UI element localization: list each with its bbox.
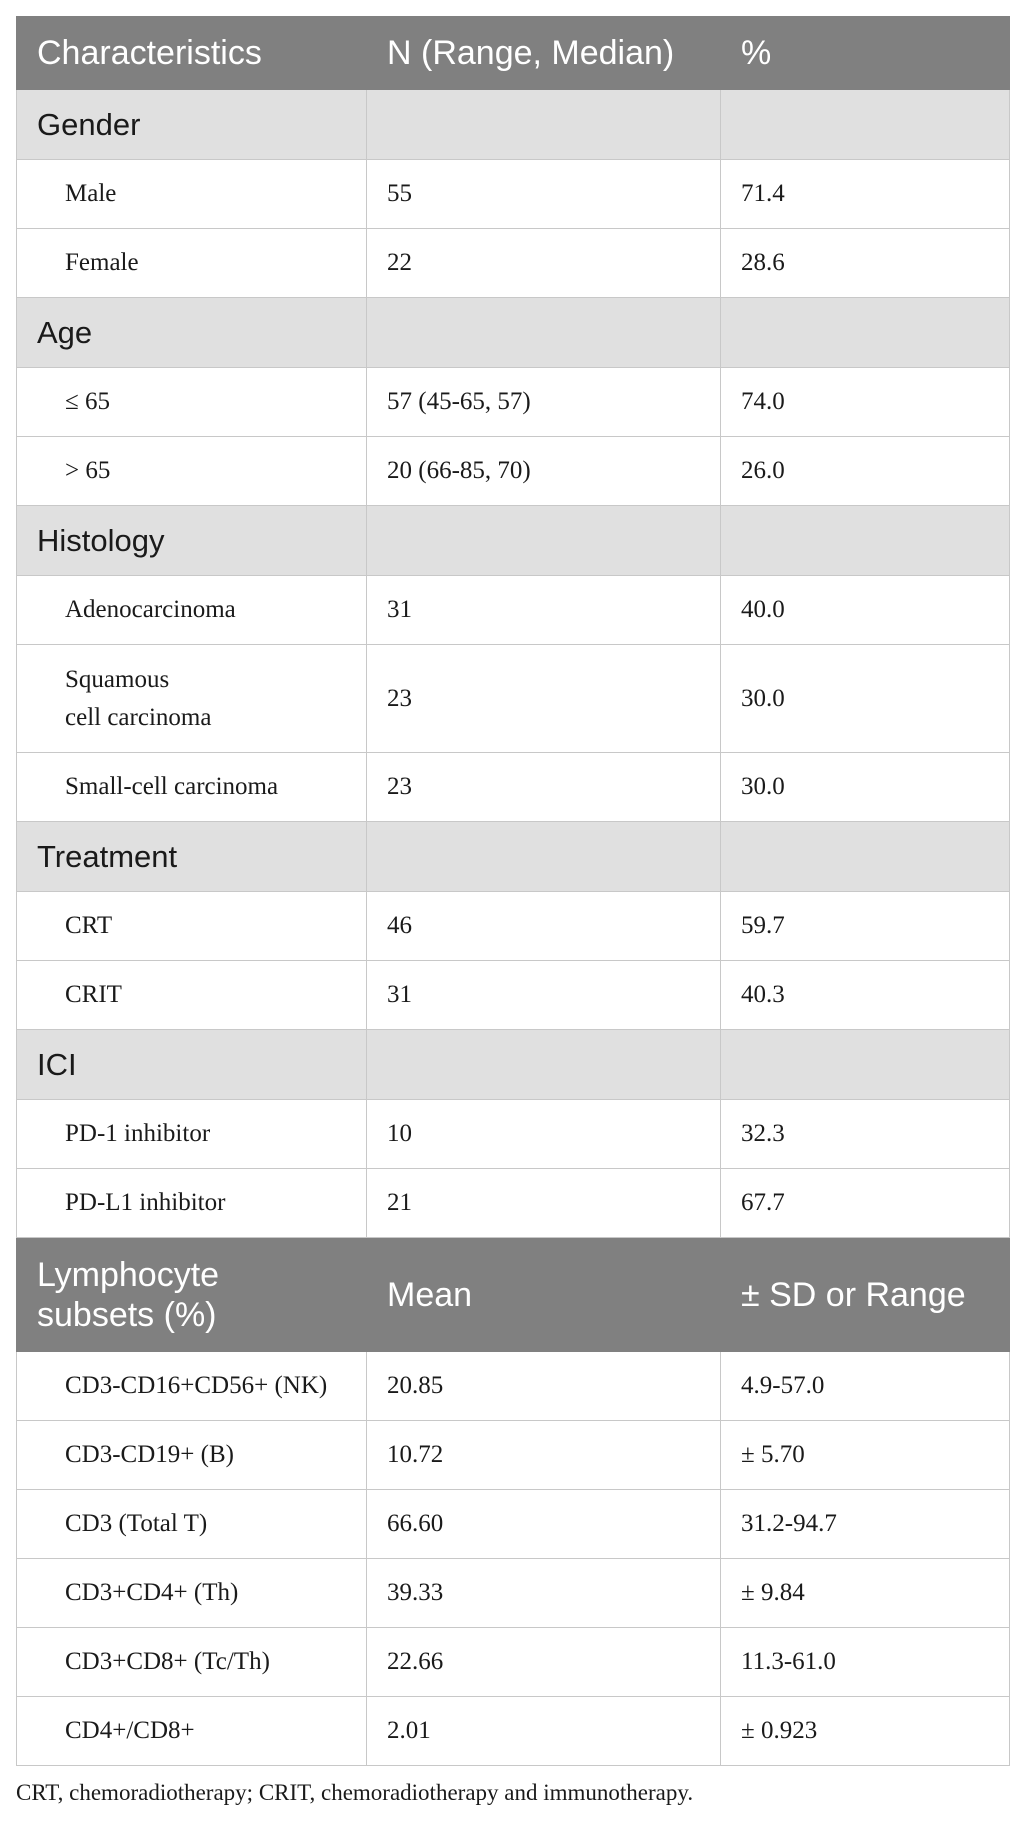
section-title: Gender [17, 90, 367, 160]
row-n: 57 (45-65, 57) [367, 368, 721, 437]
row-pct: 26.0 [721, 437, 1010, 506]
section-row-gender [17, 90, 1010, 160]
table-row [17, 368, 1010, 437]
row-label: Small-cell carcinoma [17, 753, 367, 822]
row-label: Adenocarcinoma [17, 576, 367, 645]
header-lymphocyte-line-2: subsets (%) [37, 1295, 217, 1334]
row-pct: 32.3 [721, 1100, 1010, 1169]
table-row [17, 961, 1010, 1030]
row-mean: 22.66 [367, 1628, 721, 1697]
row-label: > 65 [17, 437, 367, 506]
row-n: 23 [367, 645, 721, 753]
row-label: CD3+CD8+ (Tc/Th) [17, 1628, 367, 1697]
row-mean: 20.85 [367, 1352, 721, 1421]
row-pct: 30.0 [721, 645, 1010, 753]
row-label: ≤ 65 [17, 368, 367, 437]
row-n: 10 [367, 1100, 721, 1169]
table-row [17, 645, 1010, 753]
section-row-treatment [17, 822, 1010, 892]
row-label: CRT [17, 892, 367, 961]
header-characteristics: Characteristics [17, 17, 367, 90]
row-n: 31 [367, 576, 721, 645]
row-label: CD3 (Total T) [17, 1490, 367, 1559]
row-label: CD3-CD19+ (B) [17, 1421, 367, 1490]
table-row [17, 229, 1010, 298]
header-n-range-median: N (Range, Median) [367, 17, 721, 90]
table-row [17, 1100, 1010, 1169]
row-label: PD-1 inhibitor [17, 1100, 367, 1169]
table-row [17, 576, 1010, 645]
row-label: PD-L1 inhibitor [17, 1169, 367, 1238]
table-row [17, 1421, 1010, 1490]
header-sd-or-range: ± SD or Range [721, 1238, 1010, 1352]
section-title: ICI [17, 1030, 367, 1100]
row-sd: ± 5.70 [721, 1421, 1010, 1490]
table-row [17, 160, 1010, 229]
row-pct: 71.4 [721, 160, 1010, 229]
table-row [17, 1697, 1010, 1766]
lymphocyte-header-row [17, 1238, 1010, 1352]
row-pct: 59.7 [721, 892, 1010, 961]
row-label: CD3+CD4+ (Th) [17, 1559, 367, 1628]
row-pct: 30.0 [721, 753, 1010, 822]
section-title: Age [17, 298, 367, 368]
row-n: 21 [367, 1169, 721, 1238]
section-title: Treatment [17, 822, 367, 892]
row-pct: 74.0 [721, 368, 1010, 437]
section-title: Histology [17, 506, 367, 576]
table-row [17, 1628, 1010, 1697]
row-mean: 10.72 [367, 1421, 721, 1490]
header-lymphocyte-subsets [17, 1238, 367, 1352]
row-label-line-1: Squamous [65, 665, 170, 693]
row-n: 23 [367, 753, 721, 822]
table-row [17, 1352, 1010, 1421]
table-row [17, 753, 1010, 822]
characteristics-table [16, 16, 1010, 1766]
row-label: CD3-CD16+CD56+ (NK) [17, 1352, 367, 1421]
header-percent: % [721, 17, 1010, 90]
row-n: 22 [367, 229, 721, 298]
row-sd: 11.3-61.0 [721, 1628, 1010, 1697]
row-sd: ± 0.923 [721, 1697, 1010, 1766]
row-pct: 28.6 [721, 229, 1010, 298]
row-sd: ± 9.84 [721, 1559, 1010, 1628]
table-row [17, 1169, 1010, 1238]
section-row-ici [17, 1030, 1010, 1100]
row-pct: 40.0 [721, 576, 1010, 645]
table-row [17, 1559, 1010, 1628]
row-sd: 4.9-57.0 [721, 1352, 1010, 1421]
row-label-line-2: cell carcinoma [65, 703, 212, 731]
row-label: CRIT [17, 961, 367, 1030]
row-n: 55 [367, 160, 721, 229]
table-row [17, 892, 1010, 961]
row-pct: 67.7 [721, 1169, 1010, 1238]
table-row [17, 437, 1010, 506]
row-n: 20 (66-85, 70) [367, 437, 721, 506]
table-header-row [17, 17, 1010, 90]
row-n: 46 [367, 892, 721, 961]
row-mean: 66.60 [367, 1490, 721, 1559]
row-n: 31 [367, 961, 721, 1030]
section-row-age [17, 298, 1010, 368]
row-label: CD4+/CD8+ [17, 1697, 367, 1766]
row-mean: 39.33 [367, 1559, 721, 1628]
row-pct: 40.3 [721, 961, 1010, 1030]
row-mean: 2.01 [367, 1697, 721, 1766]
header-lymphocyte-line-1: Lymphocyte [37, 1255, 220, 1294]
table-footnote: CRT, chemoradiotherapy; CRIT, chemoradiotherapy and immunotherapy. [16, 1780, 694, 1805]
row-label: Female [17, 229, 367, 298]
row-label: Male [17, 160, 367, 229]
row-sd: 31.2-94.7 [721, 1490, 1010, 1559]
section-row-histology [17, 506, 1010, 576]
header-mean: Mean [367, 1238, 721, 1352]
table-row [17, 1490, 1010, 1559]
row-label [17, 645, 367, 753]
